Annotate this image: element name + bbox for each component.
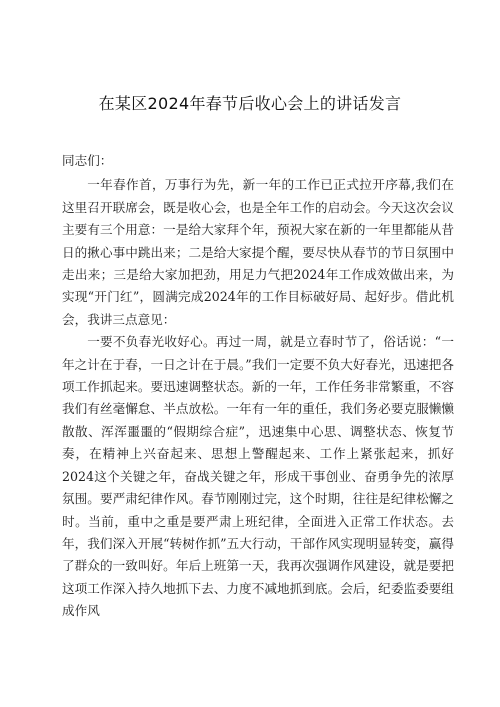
- salutation: 同志们：: [62, 153, 113, 168]
- document-title: 在某区2024年春节后收心会上的讲话发言: [98, 94, 402, 113]
- paragraph-opening: 一年春作首，万事行为先，新一年的工作已正式拉开序幕,我们在这里召开联席会，既是收心会，也是全年工作的启动会。今天这次会议主要有三个用意：一是给大家拜个年，预祝大家在新的一年里都能从昔日的揪心事中跳出来；二是给大家提个醒，要尽快从春节的节日氛围中走出来；三是给大家加把劲，用足力气把2024年工作成效做出来，为实现“开门红”，圆满完成2024年的工作目标破好局、起好步。借此机会，我讲三点意见：: [62, 177, 454, 327]
- document-body: [62, 150, 454, 623]
- paragraph-point-one: 一要不负春光收好心。再过一周，就是立春时节了，俗话说：“一年之计在于春，一日之计在于晨。”我们一定要不负大好春光，迅速把各项工作抓起来。要迅速调整状态。新的一年，工作任务非常繁重，不容我们有丝毫懈怠、半点放松。一年有一年的重任，我们务必要克服懒懒散散、浑浑噩噩的“假期综合症”，迅速集中心思、调整状态、恢复节奏，在精神上兴奋起来、思想上警醒起来、工作上紧张起来，抓好2024这个关键之年，奋战关键之年，形成干事创业、奋勇争先的浓厚氛围。要严肃纪律作风。春节刚刚过完，这个时期，往往是纪律松懈之时。当前，重中之重是要严肃上班纪律，全面进入正常工作状态。去年，我们深入开展“转树作抓”五大行动，干部作风实现明显转变，赢得了群众的一致叫好。年后上班第一天，我再次强调作风建设，就是要把这项工作深入持久地抓下去、力度不减地抓到底。会后，纪委监委要组成作风: [62, 334, 454, 619]
